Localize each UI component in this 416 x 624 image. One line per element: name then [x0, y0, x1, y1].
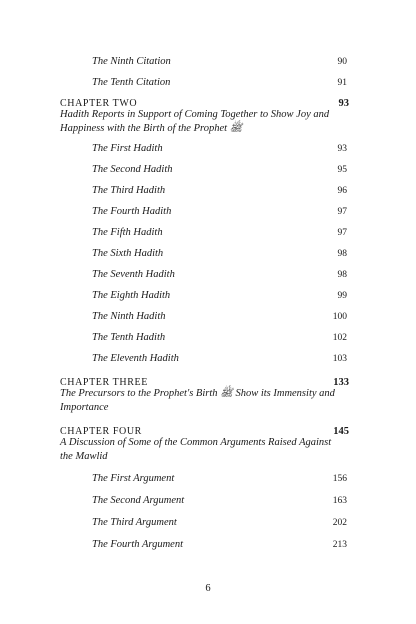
toc-entry [0, 516, 416, 532]
toc-entry-title: The First Hadith [92, 143, 163, 154]
toc-entry-page: 97 [337, 228, 347, 238]
toc-entry [0, 142, 416, 158]
chapter-title: A Discussion of Some of the Common Arguments Raised Against the Mawlid [60, 437, 332, 462]
toc-entry-page: 100 [332, 312, 347, 322]
toc-entry [0, 331, 416, 347]
toc-entry-title: The Ninth Hadith [92, 311, 166, 322]
toc-entry [0, 55, 416, 71]
toc-entry [0, 494, 416, 510]
toc-entry [0, 247, 416, 263]
toc-entry-title: The Fourth Argument [92, 539, 183, 550]
toc-entry-page: 156 [332, 474, 347, 484]
toc-entry-page: 102 [332, 333, 347, 343]
toc-entry-page: 91 [337, 78, 347, 88]
chapter-title: The Precursors to the Prophet's Birth ﷺ Show its Immensity and Importance [60, 388, 335, 413]
toc-entry-title: The Third Hadith [92, 185, 166, 196]
toc-entry [0, 538, 416, 554]
toc-entry-page: 98 [337, 270, 347, 280]
toc-entry-title: The Tenth Hadith [92, 332, 166, 343]
toc-entry-title: The Seventh Hadith [92, 269, 175, 280]
toc-entry-title: The Sixth Hadith [92, 248, 164, 259]
toc-entry-page: 95 [337, 165, 347, 175]
toc-entry-title: The Second Hadith [92, 164, 173, 175]
toc-entry-title: The Ninth Citation [92, 56, 171, 67]
toc-entry-title: The First Argument [92, 473, 175, 484]
toc-entry-title: The Third Argument [92, 517, 177, 528]
toc-entry-title: The Second Argument [92, 495, 185, 506]
toc-entry-page: 202 [332, 518, 347, 528]
chapter-label: CHAPTER FOUR [60, 426, 142, 437]
toc-entry-title: The Eighth Hadith [92, 290, 171, 301]
toc-entry-title: The Fifth Hadith [92, 227, 163, 238]
toc-entry [0, 226, 416, 242]
toc-entry [0, 76, 416, 92]
chapter-label: CHAPTER THREE [60, 377, 148, 388]
chapter-label: CHAPTER TWO [60, 98, 138, 109]
toc-entry-title: The Tenth Citation [92, 77, 171, 88]
page-number-folio: 6 [205, 583, 211, 594]
toc-entry [0, 184, 416, 200]
toc-entry-page: 163 [332, 496, 347, 506]
toc-entry-page: 98 [337, 249, 347, 259]
chapter-page: 145 [333, 426, 349, 437]
chapter-page: 93 [338, 98, 349, 109]
chapter-page: 133 [333, 377, 349, 388]
toc-entry-page: 213 [332, 540, 347, 550]
toc-entry-title: The Fourth Hadith [92, 206, 172, 217]
toc-entry-page: 103 [332, 354, 347, 364]
toc-entry-page: 90 [337, 57, 347, 67]
toc-entry-page: 93 [337, 144, 347, 154]
toc-entry [0, 289, 416, 305]
toc-entry [0, 163, 416, 179]
chapter-title: Hadith Reports in Support of Coming Together to Show Joy and Happiness with the Birth of the Prophet ﷺ [60, 109, 330, 134]
toc-entry-title: The Eleventh Hadith [92, 353, 179, 364]
toc-entry-page: 96 [337, 186, 347, 196]
toc-entry [0, 205, 416, 221]
toc-entry [0, 472, 416, 488]
toc-entry-page: 99 [337, 291, 347, 301]
toc-entry [0, 352, 416, 368]
toc-entry [0, 310, 416, 326]
toc-entry [0, 268, 416, 284]
toc-entry-page: 97 [337, 207, 347, 217]
